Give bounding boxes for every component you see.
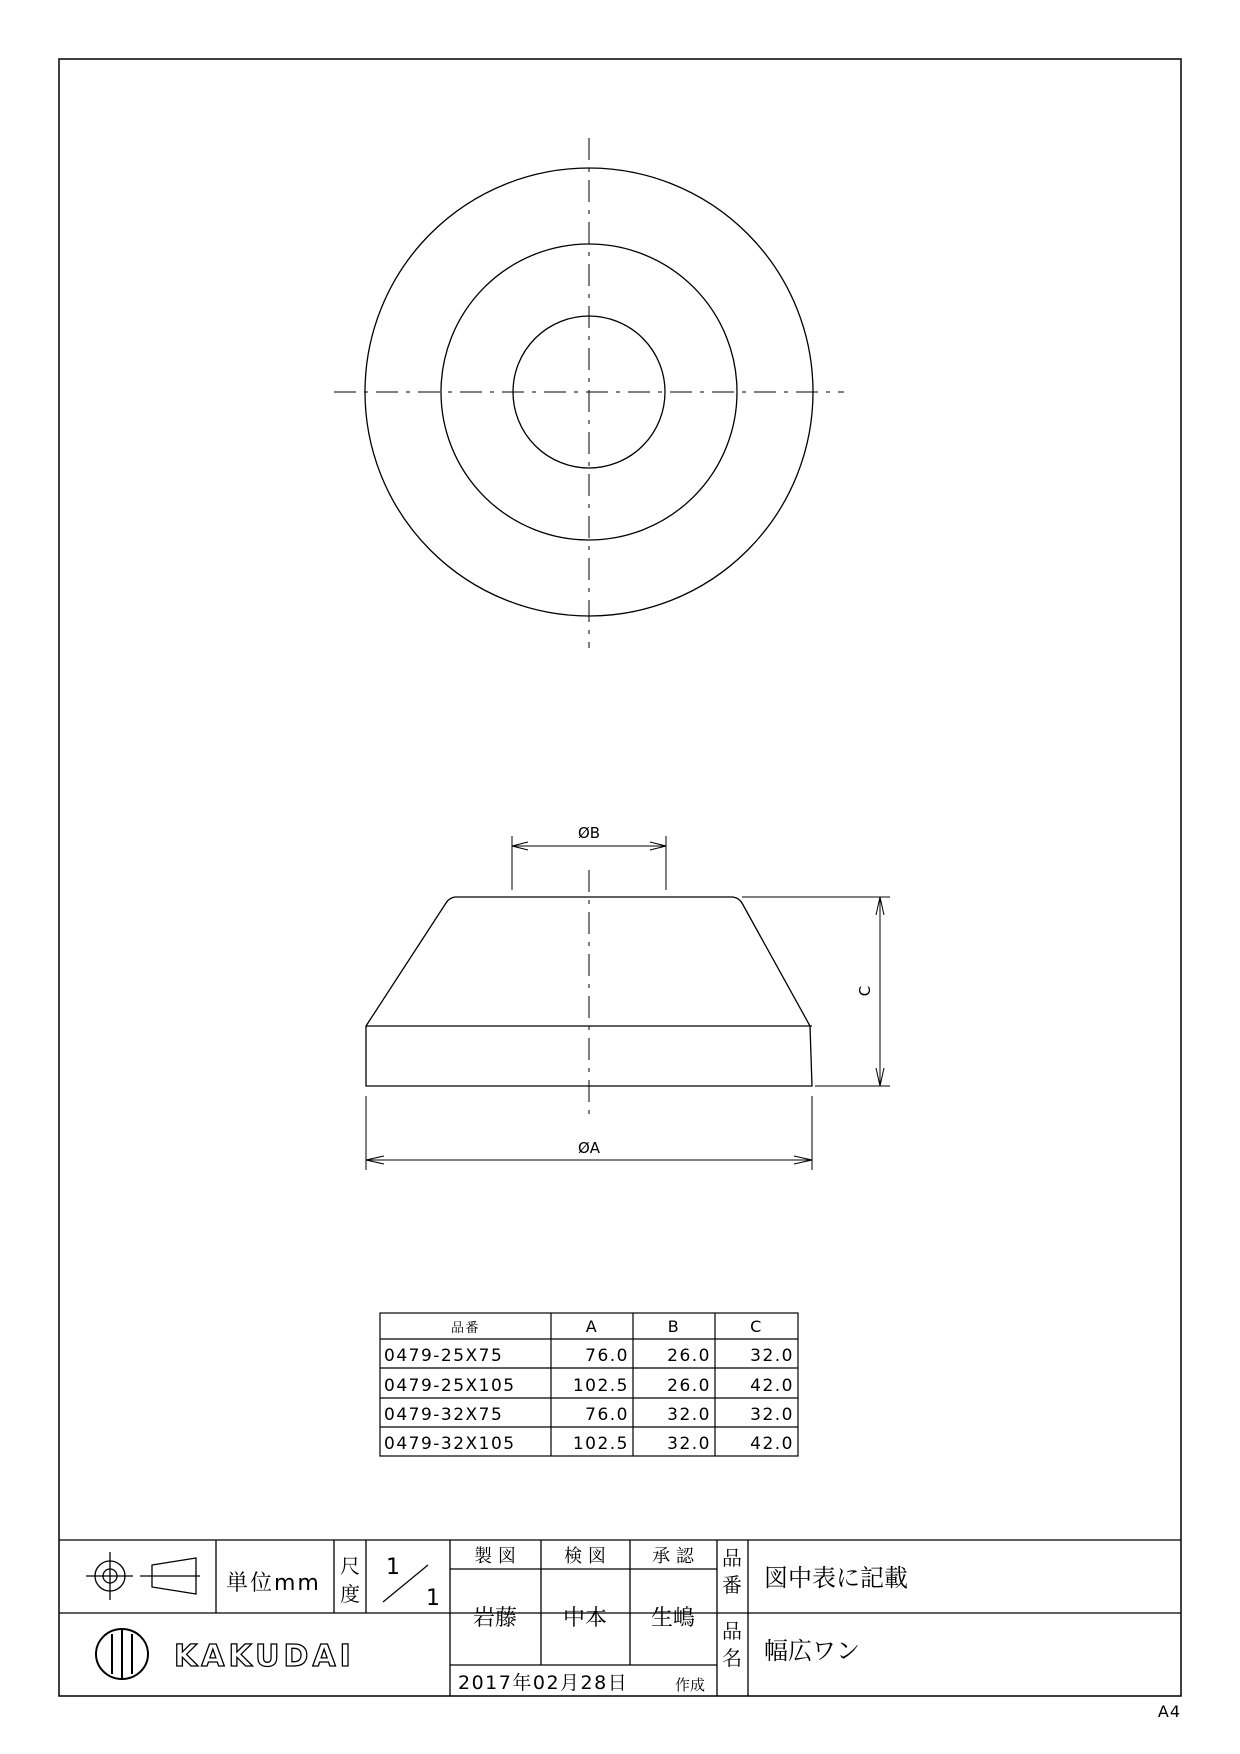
table-cell-part-number: 0479-25X105 [384,1376,516,1396]
table-cell-value: 102.5 [572,1376,629,1396]
side-view [366,836,890,1170]
table-cell-value: 26.0 [667,1346,711,1366]
checked-by-value: 中本 [562,1606,608,1631]
sheet-size-label: A4 [1157,1702,1181,1721]
company-name: KAKUDAI [174,1639,355,1674]
table-cell-value: 102.5 [572,1434,629,1454]
table-cell-value: 42.0 [750,1434,794,1454]
scale-denominator: 1 [426,1586,440,1611]
table-cell-value: 32.0 [750,1346,794,1366]
scale-label-bottom: 度 [340,1582,360,1606]
part-no-label-bottom: 番 [722,1573,742,1597]
projection-symbol-icon [86,1552,200,1600]
drawn-by-label: 製 図 [474,1546,516,1567]
table-header-cell: C [750,1317,763,1336]
dimension-table [380,1313,798,1456]
table-cell-part-number: 0479-25X75 [384,1346,504,1366]
table-header-cell: 品番 [450,1321,481,1336]
dim-c-label: C [856,985,874,997]
created-date: 2017年02月28日 [458,1672,629,1694]
table-cell-value: 76.0 [585,1405,629,1425]
table-cell-value: 32.0 [750,1405,794,1425]
part-no-label-top: 品 [722,1546,742,1570]
approved-by-label: 承 認 [652,1546,694,1567]
table-cell-value: 26.0 [667,1376,711,1396]
table-header-cell: A [585,1317,599,1336]
top-view [334,138,844,648]
approved-by-value: 生嶋 [650,1606,696,1631]
table-cell-part-number: 0479-32X75 [384,1405,504,1425]
checked-by-label: 検 図 [564,1546,606,1567]
part-name-value: 幅広ワン [764,1637,860,1665]
unit-label: 単位mm [226,1571,321,1596]
table-cell-value: 32.0 [667,1434,711,1454]
created-label: 作成 [674,1676,705,1694]
table-cell-part-number: 0479-32X105 [384,1434,516,1454]
kakudai-logo-icon [96,1629,148,1679]
table-cell-value: 42.0 [750,1376,794,1396]
drawn-by-value: 岩藤 [472,1606,518,1631]
table-cell-value: 32.0 [667,1405,711,1425]
dim-b-label: ØB [577,824,601,842]
table-cell-value: 76.0 [585,1346,629,1366]
part-no-value: 図中表に記載 [764,1564,908,1592]
part-name-label-top: 品 [722,1619,742,1643]
part-name-label-bottom: 名 [722,1646,742,1670]
scale-numerator: 1 [386,1555,400,1580]
dim-a-label: ØA [577,1139,601,1157]
scale-label-top: 尺 [340,1554,360,1578]
table-header-cell: B [667,1317,681,1336]
